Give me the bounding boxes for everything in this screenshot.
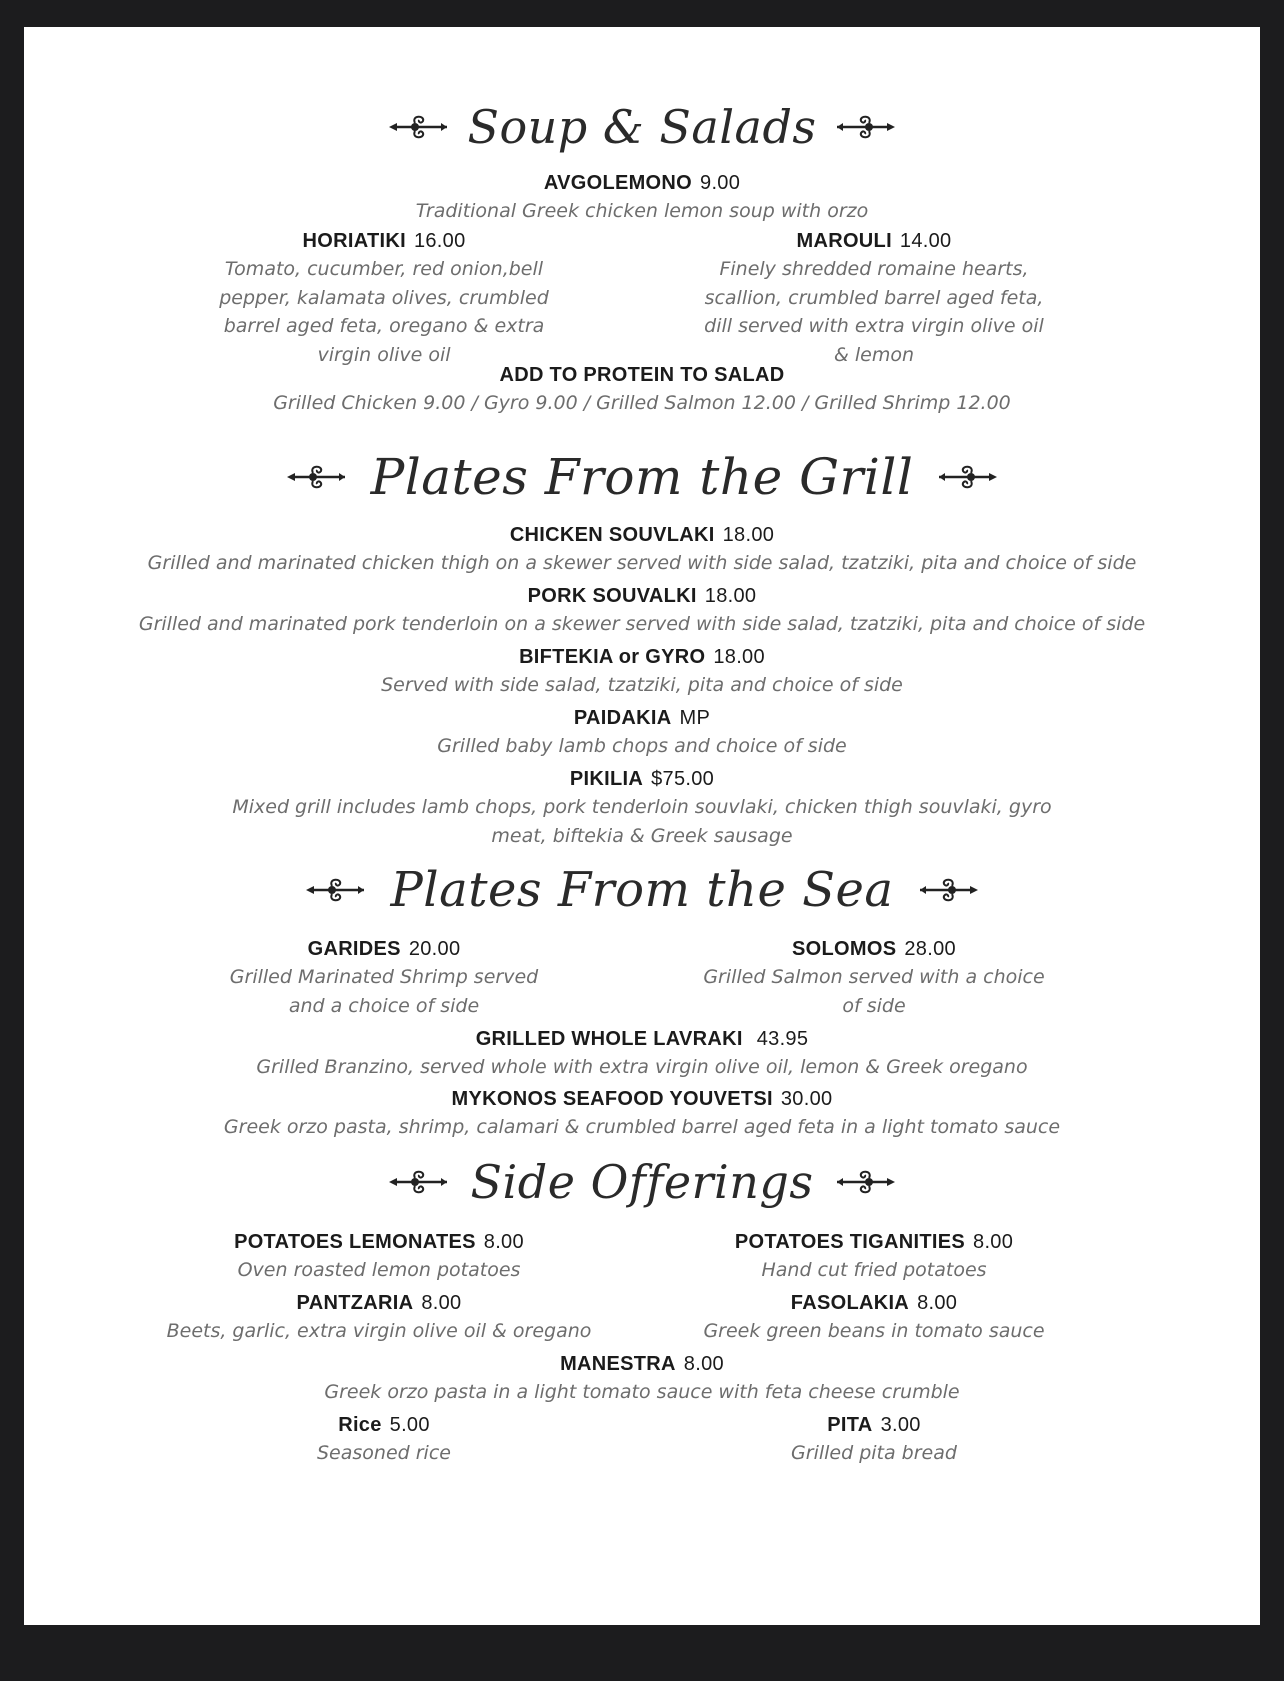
menu-item-pork-souvlaki bbox=[24, 582, 1260, 639]
item-price: 18.00 bbox=[722, 524, 775, 546]
item-price: 18.00 bbox=[704, 585, 757, 607]
item-name: POTATOES TIGANITIES bbox=[734, 1231, 966, 1253]
item-description: Grilled and marinated pork tenderloin on a skewer served with side salad, tzatziki, pita and choice of side bbox=[138, 613, 1146, 635]
ornament-right-icon bbox=[835, 113, 897, 141]
item-description-line: barrel aged feta, oregano & extra bbox=[223, 315, 545, 337]
item-description: Greek orzo pasta in a light tomato sauce with feta cheese crumble bbox=[324, 1381, 960, 1403]
menu-item-fasolakia bbox=[664, 1289, 1084, 1346]
item-price: 8.00 bbox=[917, 1292, 958, 1314]
item-description-line: Mixed grill includes lamb chops, pork tenderloin souvlaki, chicken thigh souvlaki, gyro bbox=[232, 796, 1052, 818]
item-name: PORK SOUVALKI bbox=[527, 585, 697, 607]
item-name: GARIDES bbox=[307, 938, 401, 960]
item-name: AVGOLEMONO bbox=[543, 172, 693, 194]
item-price: 18.00 bbox=[713, 646, 765, 668]
item-price: 8.00 bbox=[483, 1231, 524, 1253]
item-name: GRILLED WHOLE LAVRAKI bbox=[475, 1028, 743, 1050]
item-description-line: and a choice of side bbox=[288, 994, 480, 1017]
item-description: Grilled Branzino, served whole with extra virgin olive oil, lemon & Greek oregano bbox=[256, 1056, 1028, 1078]
item-description: Greek orzo pasta, shrimp, calamari & crumbled barrel aged feta in a light tomato sauce bbox=[223, 1116, 1061, 1138]
ornament-left-icon bbox=[298, 876, 372, 904]
menu-item-potatoes-lemonates bbox=[144, 1228, 614, 1285]
item-description-line: & lemon bbox=[834, 343, 914, 366]
item-price: 43.95 bbox=[756, 1028, 809, 1050]
menu-item-avgolemono bbox=[24, 169, 1260, 226]
item-name: MAROULI bbox=[796, 230, 892, 252]
item-price: 8.00 bbox=[973, 1231, 1014, 1253]
item-description-line: scallion, crumbled barrel aged feta, bbox=[704, 286, 1044, 309]
item-price: 14.00 bbox=[899, 230, 952, 252]
menu-item-garides bbox=[194, 935, 574, 1020]
item-name: PAIDAKIA bbox=[573, 707, 672, 729]
item-description: Grilled baby lamb chops and choice of side bbox=[437, 735, 847, 757]
item-description-line: Grilled Salmon served with a choice bbox=[703, 966, 1045, 988]
menu-page bbox=[24, 27, 1260, 1625]
ornament-right-icon bbox=[831, 1168, 901, 1196]
item-description: Hand cut fried potatoes bbox=[761, 1259, 987, 1281]
menu-item-pikilia bbox=[24, 765, 1260, 850]
item-description-line: Grilled Marinated Shrimp served bbox=[229, 966, 539, 988]
menu-item-biftekia bbox=[24, 643, 1260, 700]
section-title: Plates From the Sea bbox=[390, 862, 894, 918]
menu-item-lavraki bbox=[24, 1025, 1260, 1082]
menu-item-chicken-souvlaki bbox=[24, 521, 1260, 578]
item-description-line: Finely shredded romaine hearts, bbox=[719, 258, 1029, 280]
item-name: FASOLAKIA bbox=[790, 1292, 910, 1314]
item-price: 8.00 bbox=[683, 1353, 724, 1375]
item-price: 5.00 bbox=[389, 1414, 430, 1436]
item-description-line: dill served with extra virgin olive oil bbox=[704, 315, 1044, 337]
item-name: ADD TO PROTEIN TO SALAD bbox=[499, 364, 785, 386]
section-heading-soup-salads bbox=[24, 91, 1260, 163]
menu-item-pita bbox=[684, 1411, 1064, 1468]
item-name: CHICKEN SOUVLAKI bbox=[509, 524, 715, 546]
menu-item-manestra bbox=[24, 1350, 1260, 1407]
item-name: Rice bbox=[338, 1414, 382, 1436]
section-title: Plates From the Grill bbox=[370, 448, 914, 506]
item-price: 3.00 bbox=[880, 1414, 921, 1436]
menu-item-paidakia bbox=[24, 704, 1260, 761]
item-description-line: pepper, kalamata olives, crumbled bbox=[219, 286, 549, 309]
ornament-right-icon bbox=[912, 876, 986, 904]
item-price: MP bbox=[679, 707, 711, 729]
item-name: BIFTEKIA or GYRO bbox=[519, 646, 706, 668]
menu-item-marouli bbox=[664, 227, 1084, 369]
item-description: Greek green beans in tomato sauce bbox=[703, 1320, 1045, 1342]
item-name: PIKILIA bbox=[569, 768, 644, 790]
section-heading-sea bbox=[24, 853, 1260, 927]
item-description: Seasoned rice bbox=[317, 1442, 451, 1464]
item-description-line: virgin olive oil bbox=[317, 343, 451, 366]
ornament-left-icon bbox=[387, 113, 449, 141]
section-heading-grill bbox=[24, 437, 1260, 517]
menu-item-add-protein bbox=[24, 361, 1260, 418]
section-heading-sides bbox=[24, 1147, 1260, 1217]
menu-item-solomos bbox=[684, 935, 1064, 1020]
item-description: Beets, garlic, extra virgin olive oil & oregano bbox=[166, 1320, 592, 1342]
item-name: SOLOMOS bbox=[792, 938, 897, 960]
menu-item-pantzaria bbox=[144, 1289, 614, 1346]
item-price: 30.00 bbox=[780, 1088, 833, 1110]
item-price: 8.00 bbox=[421, 1292, 462, 1314]
item-description-line: Tomato, cucumber, red onion,bell bbox=[224, 258, 544, 280]
item-name: PITA bbox=[827, 1414, 873, 1436]
ornament-left-icon bbox=[279, 463, 353, 491]
item-description: Traditional Greek chicken lemon soup with orzo bbox=[415, 200, 869, 222]
item-name: MANESTRA bbox=[560, 1353, 676, 1375]
item-name: HORIATIKI bbox=[302, 230, 406, 252]
item-price: 16.00 bbox=[413, 230, 466, 252]
section-title: Soup & Salads bbox=[467, 100, 817, 154]
item-name: POTATOES LEMONATES bbox=[234, 1231, 476, 1253]
ornament-left-icon bbox=[383, 1168, 453, 1196]
section-title: Side Offerings bbox=[470, 1155, 814, 1209]
item-name: MYKONOS SEAFOOD YOUVETSI bbox=[451, 1088, 773, 1110]
item-price: $75.00 bbox=[651, 768, 715, 790]
item-price: 20.00 bbox=[408, 938, 461, 960]
item-description: Grilled pita bread bbox=[791, 1442, 957, 1464]
ornament-right-icon bbox=[931, 463, 1005, 491]
item-description: Oven roasted lemon potatoes bbox=[237, 1259, 521, 1281]
menu-item-youvetsi bbox=[24, 1085, 1260, 1142]
item-description-line: meat, biftekia & Greek sausage bbox=[491, 824, 793, 847]
item-description: Grilled and marinated chicken thigh on a skewer served with side salad, tzatziki, pita and choice of side bbox=[147, 552, 1137, 574]
item-price: 28.00 bbox=[904, 938, 956, 960]
item-name: PANTZARIA bbox=[296, 1292, 414, 1314]
item-description: Grilled Chicken 9.00 / Gyro 9.00 / Grilled Salmon 12.00 / Grilled Shrimp 12.00 bbox=[273, 392, 1011, 414]
menu-item-rice bbox=[194, 1411, 574, 1468]
menu-item-horiatiki bbox=[174, 227, 594, 369]
item-description-line: of side bbox=[842, 994, 906, 1017]
item-price: 9.00 bbox=[700, 172, 741, 194]
item-description: Served with side salad, tzatziki, pita and choice of side bbox=[381, 674, 903, 696]
menu-item-potatoes-tiganities bbox=[664, 1228, 1084, 1285]
